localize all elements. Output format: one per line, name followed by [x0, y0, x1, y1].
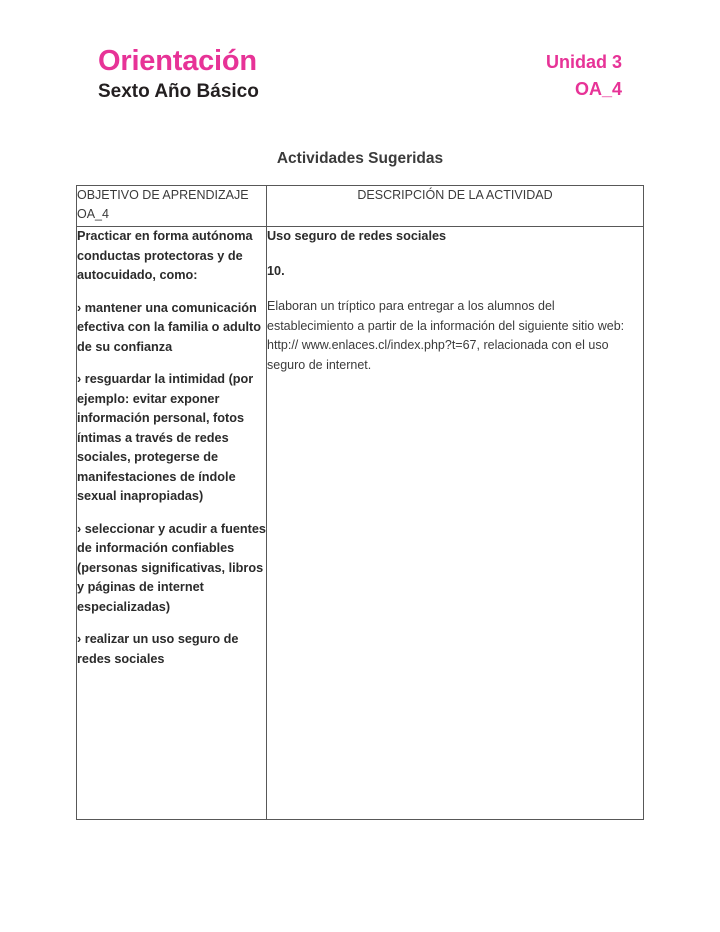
section-title: Actividades Sugeridas — [276, 150, 444, 167]
objective-paragraph-intro: Practicar en forma autónoma conductas protectoras y de autocuidado, como: — [77, 229, 253, 282]
header-right-block — [546, 50, 622, 102]
activity-heading: Uso seguro de redes sociales — [267, 229, 447, 243]
grade-level-title: Sexto Año Básico — [98, 81, 259, 102]
objective-bullet-privacy: › resguardar la intimidad (por ejemplo: evitar exponer información personal, fotos íntimas a través de redes sociales, protegerse de manifestaciones de índole sexual inapropiadas) — [77, 372, 254, 503]
header-left-block — [98, 44, 259, 104]
objective-bullet-communication: › mantener una comunicación efectiva con la familia o adulto de su confianza — [77, 300, 262, 354]
subject-title: Orientación — [98, 45, 257, 77]
table-body — [77, 227, 644, 820]
table-header-row — [77, 186, 644, 227]
activities-table — [76, 185, 644, 820]
table-row — [77, 227, 644, 820]
activity-number: 10. — [267, 264, 285, 278]
learning-objective-code: OA_4 — [574, 79, 622, 99]
objective-cell — [77, 227, 267, 820]
unit-label: Unidad 3 — [545, 52, 622, 72]
column-header-objective: OBJETIVO DE APRENDIZAJE OA_4 — [77, 186, 267, 227]
document-header — [76, 44, 644, 116]
column-header-description: DESCRIPCIÓN DE LA ACTIVIDAD — [267, 186, 644, 227]
objective-bullet-sources: › seleccionar y acudir a fuentes de información confiables (personas significativas, libros y páginas de internet especializadas) — [77, 521, 266, 614]
table-header-row-group — [77, 186, 644, 227]
objective-bullet-social-networks: › realizar un uso seguro de redes sociales — [77, 632, 239, 666]
activity-body-text: Elaboran un tríptico para entregar a los alumnos del establecimiento a partir de la información del siguiente sitio web: http:// www.enlaces.cl/index.php?t=67, relacionada con el uso seguro de internet. — [267, 299, 625, 372]
description-cell — [267, 227, 644, 820]
